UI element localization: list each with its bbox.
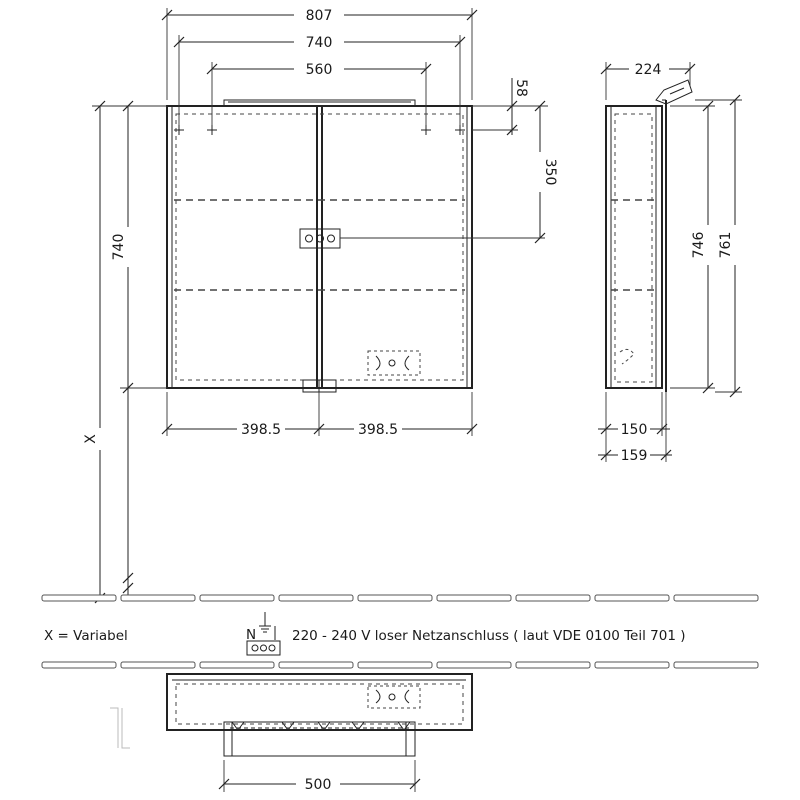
- top-dimensions: [219, 760, 420, 793]
- dim-height: 740: [111, 233, 127, 261]
- inner-frame: [176, 114, 463, 380]
- dim-body-height: 746: [691, 231, 707, 259]
- front-view: [167, 100, 545, 392]
- top-light-bar: [224, 722, 415, 756]
- note-power-supply: 220 - 240 V loser Netzanschluss ( laut VDE 0100 Teil 701 ): [292, 628, 686, 644]
- dim-total-height: 761: [718, 231, 734, 259]
- mounting-points: [174, 125, 465, 135]
- side-body-outline: [606, 106, 662, 388]
- power-symbol-icon: [246, 612, 280, 655]
- dim-left-door: 398.5: [240, 422, 282, 438]
- side-light-fixture: [656, 80, 692, 104]
- side-dimensions: [598, 60, 745, 464]
- dim-socket-height: 350: [542, 158, 558, 186]
- dim-light-width: 560: [305, 62, 333, 78]
- dim-overall-width: 807: [305, 8, 333, 24]
- dim-mount-height: X: [83, 434, 99, 444]
- top-power-box: [368, 686, 420, 708]
- dim-right-door: 398.5: [357, 422, 399, 438]
- front-dimensions: [83, 5, 558, 603]
- dim-depth: 150: [620, 422, 648, 438]
- dim-total-depth: 159: [620, 448, 648, 464]
- note-variable: X = Variabel: [44, 628, 128, 644]
- dim-top-offset: 58: [513, 79, 529, 97]
- dim-door-swing: 224: [634, 62, 662, 78]
- socket-icon: [300, 229, 340, 248]
- floor-line-upper: [42, 595, 758, 601]
- top-view: [110, 674, 472, 756]
- floor-line-lower: [42, 662, 758, 668]
- cabinet-outline: [167, 106, 472, 388]
- dim-light-bar-width: 500: [304, 777, 332, 793]
- svg-text:N: N: [246, 627, 257, 643]
- dim-inner-width: 740: [305, 35, 333, 51]
- side-view: [606, 80, 692, 392]
- power-connection-box: [368, 351, 420, 375]
